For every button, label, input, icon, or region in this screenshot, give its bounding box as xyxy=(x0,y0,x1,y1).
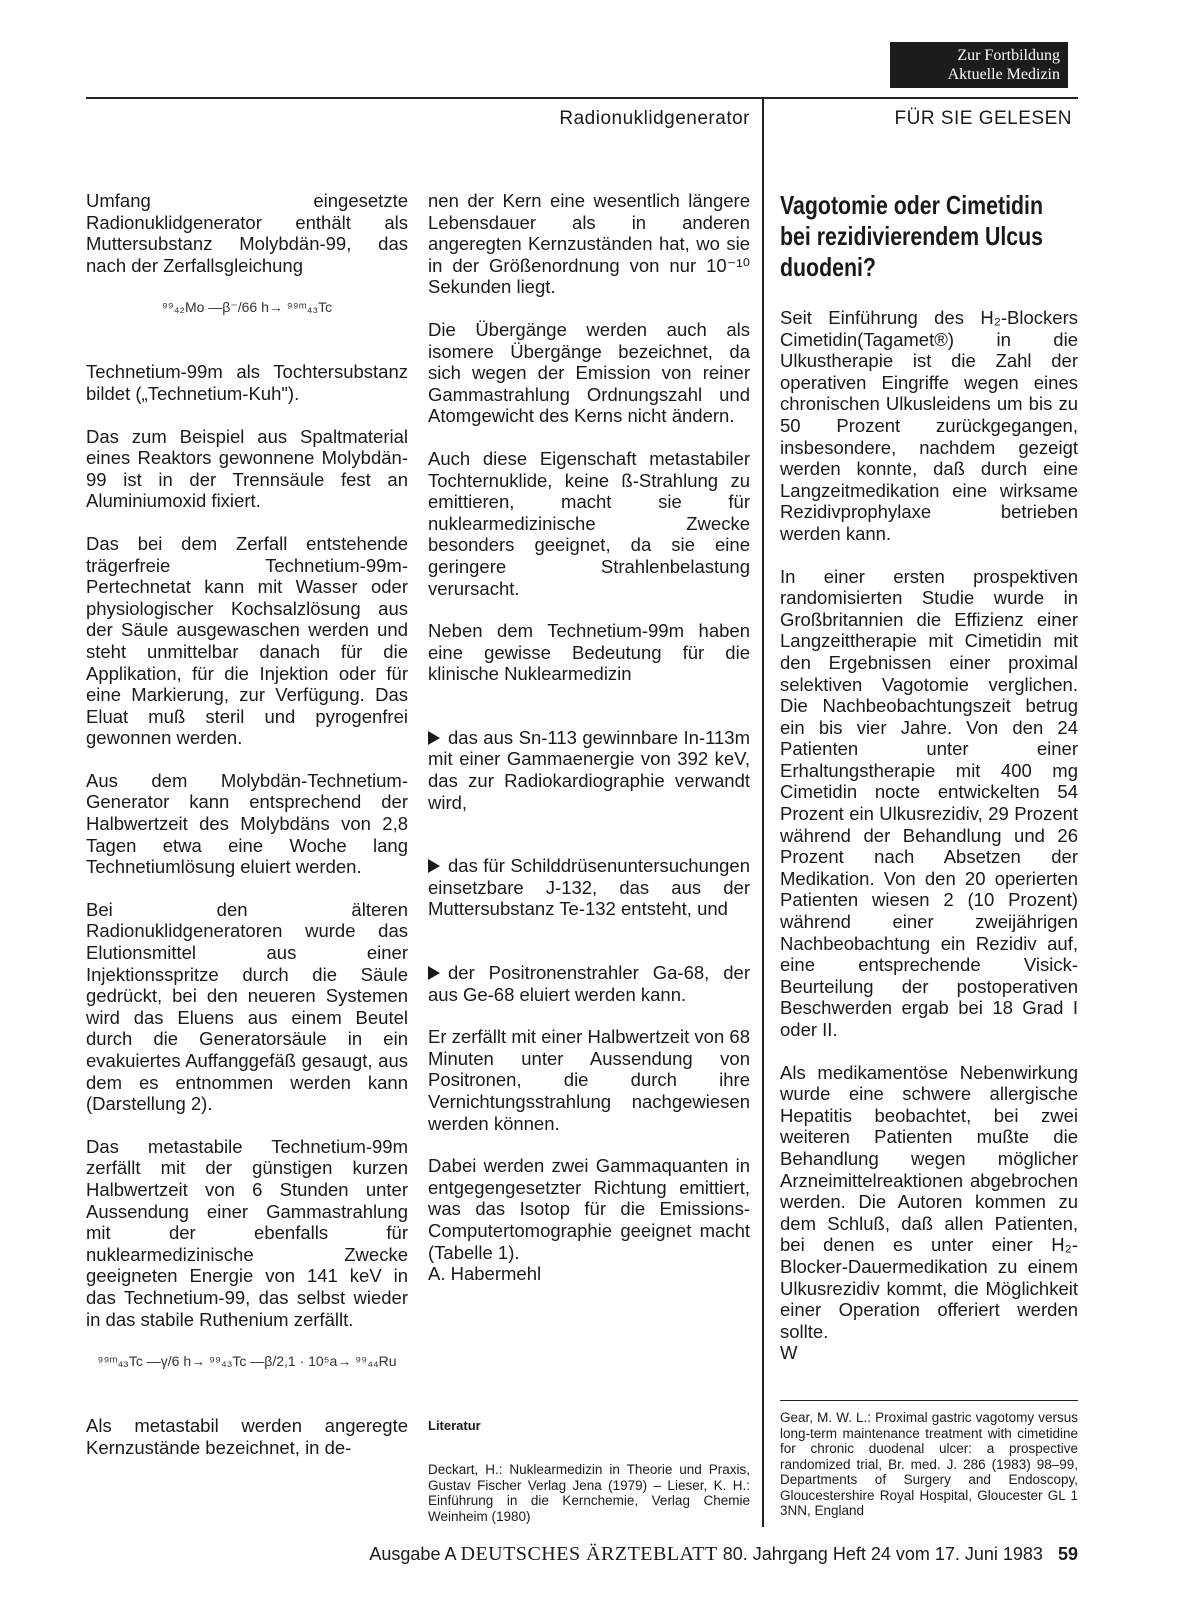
paragraph: Seit Einführung des H₂-Blockers Cimetidin(Tagamet®) in die Ulkustherapie ist die Zahl der operativen Eingriffe wegen eines chronischen Ulkusleidens um bis zu 50 Prozent zurückgegangen, insbesondere, nachdem gezeigt werden konnte, daß durch eine Langzeitmedikation eine wirksame Rezidivprophylaxe betrieben werden kann. xyxy=(780,307,1078,544)
paragraph: Technetium-99m als Tochtersubstanz bildet („Technetium-Kuh"). xyxy=(86,361,408,404)
edition: Ausgabe A xyxy=(369,1544,456,1564)
author: A. Habermehl xyxy=(428,1263,542,1285)
article-column-3 xyxy=(780,190,1078,1385)
badge-line-2: Aktuelle Medizin xyxy=(947,66,1060,83)
badge-line-1: Zur Fortbildung xyxy=(957,47,1060,64)
triangle-bullet-icon xyxy=(428,731,440,745)
paragraph: Die Übergänge werden auch als isomere Übergänge bezeichnet, da sich wegen der Emission von reiner Gammastrahlung Ordnungszahl und Atomgewicht des Kerns nicht ändern. xyxy=(428,318,750,427)
signature: W xyxy=(780,1342,798,1364)
column-divider xyxy=(762,97,764,1527)
paragraph: Das metastabile Technetium-99m zerfällt mit der günstigen kurzen Halbwertzeit von 6 Stunden unter Aussendung einer Gammastrahlung mit der ebenfalls für nuklearmedizinische Zwecke geeigneten Energie von 141 keV in das Technetium-99, das selbst wieder in das stabile Ruthenium zerfällt. xyxy=(86,1135,408,1330)
bullet-item: der Positronenstrahler Ga-68, der aus Ge-68 eluiert werden kann. xyxy=(428,962,750,1005)
paragraph: Auch diese Eigenschaft metastabiler Tochternuklide, keine ß-Strahlung zu emittieren, macht sie für nuklearmedizinische Zwecke besonders geeignet, da sie eine geringere Strahlenbelastung verursacht. xyxy=(428,447,750,599)
paragraph: Als metastabil werden angeregte Kernzustände bezeichnet, in de- xyxy=(86,1415,408,1458)
reference: Gear, M. W. L.: Proximal gastric vagotomy versus long-term maintenance treatment with cimetidine for chronic duodenal ulcer: a prospective randomized trial, Br. med. J. 286 (1983) 98–99, Departments of Surgery and Endoscopy, Gloucestershire Royal Hospital, Gloucester GL 1 3NN, England xyxy=(780,1410,1078,1518)
paragraph: Als medikamentöse Nebenwirkung wurde eine schwere allergische Hepatitis beobachtet, bei zwei weiteren Patienten mußte die Behandlung wegen möglicher Arzneimittelreaktionen abgebrochen werden. Die Autoren kommen zu dem Schluß, daß allen Patienten, bei denen es unter einer H₂-Blocker-Dauermedikation zu einem Ulkusrezidiv kommt, die Möglichkeit einer Operation offeriert werden sollte. xyxy=(780,1061,1078,1342)
article-column-1 xyxy=(86,190,408,1479)
article-column-2 xyxy=(428,190,750,1306)
column-header: FÜR SIE GELESEN xyxy=(894,108,1072,129)
paragraph: Neben dem Technetium-99m haben eine gewisse Bedeutung für die klinische Nuklearmedizin xyxy=(428,620,750,685)
paragraph: Das bei dem Zerfall entstehende trägerfreie Technetium-99m-Pertechnetat kann mit Wasser oder physiologischer Kochsalzlösung aus der Säule ausgewaschen werden und steht unmittelbar danach für die Applikation, für die Injektion oder für eine Markierung, zur Verfügung. Das Eluat muß steril und pyrogenfrei gewonnen werden. xyxy=(86,532,408,749)
literature-list: Deckart, H.: Nuklearmedizin in Theorie und Praxis, Gustav Fischer Verlag Jena (1979) – Lieser, K. H.: Einführung in die Kernchemie, Verlag Chemie Weinheim (1980) xyxy=(428,1462,750,1524)
paragraph: In einer ersten prospektiven randomisierten Studie wurde in Großbritannien die Effizienz einer Langzeittherapie mit Cimetidin mit den Ergebnissen einer proximal selektiven Vagotomie verglichen. Die Nachbeobachtungszeit betrug ein bis vier Jahre. Von den 24 Patienten unter einer Erhaltungstherapie mit 400 mg Cimetidin nocte entwickelten 54 Prozent ein Ulkusrezidiv, 29 Prozent während der Behandlung und 26 Prozent nach Absetzen der Medikation. Von den 20 operierten Patienten wiesen 2 (10 Prozent) während einer zweijährigen Nachbeobachtung ein Rezidiv auf, eine entsprechende Visick-Beurteilung der postoperativen Beschwerden ergab bei 18 Grad I oder II. xyxy=(780,565,1078,1040)
bullet-item: das für Schilddrüsenuntersuchungen einsetzbare J-132, das aus der Muttersubstanz Te-132 entsteht, und xyxy=(428,855,750,920)
triangle-bullet-icon xyxy=(428,859,440,873)
reference-rule xyxy=(780,1400,1078,1401)
paragraph: Umfang eingesetzte Radionuklidgenerator enthält als Muttersubstanz Molybdän-99, das nach der Zerfallsgleichung xyxy=(86,190,408,276)
paragraph: nen der Kern eine wesentlich längere Lebensdauer als in anderen angeregten Kernzuständen hat, wo sie in der Größenordnung von nur 10⁻¹⁰ Sekunden liegt. xyxy=(428,190,750,298)
page-number: 59 xyxy=(1057,1544,1078,1564)
section-badge xyxy=(890,42,1068,88)
paragraph: Er zerfällt mit einer Halbwertzeit von 68 Minuten unter Aussendung von Positronen, die durch ihre Vernichtungsstrahlung nachgewiesen werden können. xyxy=(428,1026,750,1134)
bullet-item: das aus Sn-113 gewinnbare In-113m mit einer Gammaenergie von 392 keV, das zur Radiokardiographie verwandt wird, xyxy=(428,726,750,813)
page-footer xyxy=(86,1543,1078,1566)
issue: 80. Jahrgang Heft 24 vom 17. Juni 1983 xyxy=(722,1544,1043,1564)
paragraph: Aus dem Molybdän-Technetium-Generator kann entsprechend der Halbwertzeit des Molybdäns von 2,8 Tagen etwa eine Woche lang Technetiumlösung eluiert werden. xyxy=(86,769,408,878)
decay-formula-1: ⁹⁹₄₂Mo —β⁻/66 h→ ⁹⁹ᵐ₄₃Tc xyxy=(161,299,333,316)
paragraph: Bei den älteren Radionuklidgeneratoren wurde das Elutionsmittel aus einer Injektionsspritze durch die Säule gedrückt, bei den neueren Systemen wird das Eluens aus einem Beutel durch die Generatorsäule in ein evakuiertes Auffanggefäß gesaugt, aus dem es entnommen werden kann (Darstellung 2). xyxy=(86,898,408,1115)
article-title: Vagotomie oder Cimetidin bei rezidivierendem Ulcus duodeni? xyxy=(780,190,1044,282)
section-header: Radionuklidgenerator xyxy=(559,108,750,129)
paragraph: Das zum Beispiel aus Spaltmaterial eines Reaktors gewonnene Molybdän-99 ist in der Trennsäule fest an Aluminiumoxid fixiert. xyxy=(86,425,408,512)
decay-formula-2: ⁹⁹ᵐ₄₃Tc —γ/6 h→ ⁹⁹₄₃Tc —β/2,1 · 10⁵a→ ⁹⁹₄₄Ru xyxy=(97,1353,397,1370)
magazine-name: DEUTSCHES ÄRZTEBLATT xyxy=(460,1543,718,1565)
header-rule xyxy=(86,97,1078,99)
triangle-bullet-icon xyxy=(428,966,440,980)
paragraph: Dabei werden zwei Gammaquanten in entgegengesetzter Richtung emittiert, was das Isotop für die Emissions-Computertomographie geeignet macht (Tabelle 1). xyxy=(428,1155,750,1263)
literature-heading: Literatur xyxy=(428,1418,481,1433)
